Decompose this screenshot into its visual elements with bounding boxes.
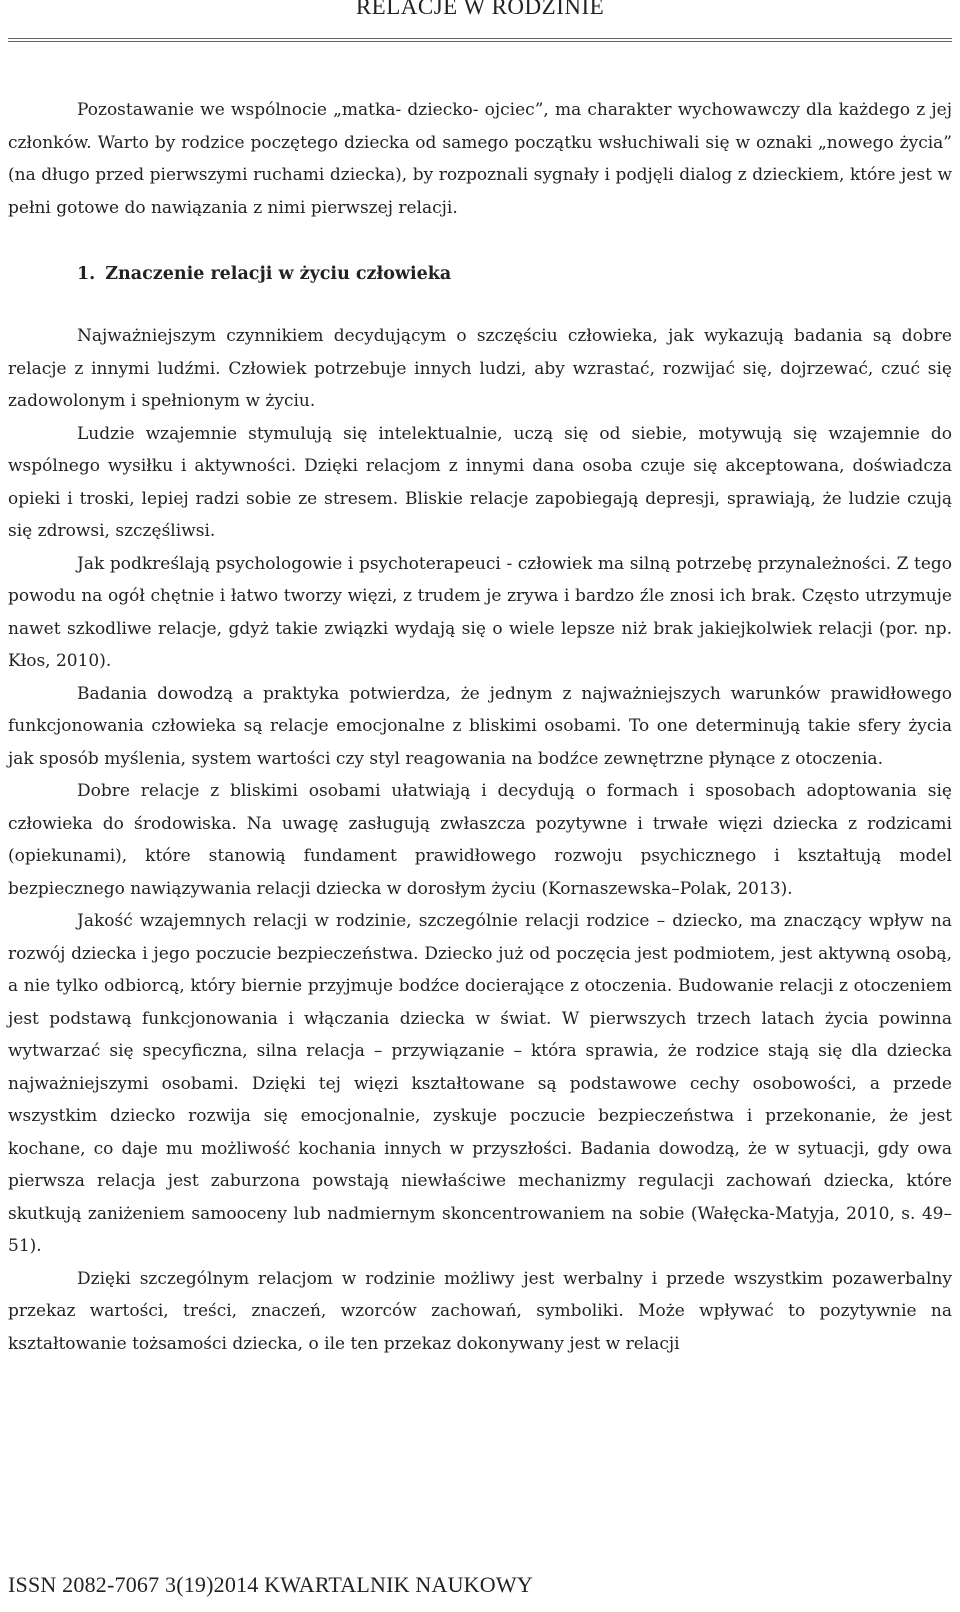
body-paragraph: Jakość wzajemnych relacji w rodzinie, szczególnie relacji rodzice – dziecko, ma znaczący wpływ na rozwój dziecka i jego poczucie bezpieczeństwa. Dziecko już od poczęcia jest podmiotem, jest aktywną osobą, a nie tylko odbiorcą, który biernie przyjmuje bodźce docierające z otoczenia. Budowanie relacji z otoczeniem jest podstawą funkcjonowania i włączania dziecka w świat. W pierwszych trzech latach życia powinna wytwarzać się specyficzna, silna relacja – przywiązanie – która sprawia, że rodzice stają się dla dziecka najważniejszymi osobami. Dzięki tej więzi kształtowane są podstawowe cechy osobowości, a przede wszystkim dziecko rozwija się emocjonalnie, zyskuje poczucie bezpieczeństwa i przekonanie, że jest kochane, co daje mu możliwość kochania innych w przyszłości. Badania dowodzą, że w sytuacji, gdy owa pierwsza relacja jest zaburzona powstają niewłaściwe mechanizmy regulacji zachowań dziecka, które skutkują zaniżeniem samooceny lub nadmiernym skoncentrowaniem na sobie (Wałęcka-Matyja, 2010, s. 49–51).	[8, 911, 952, 1256]
header-rule	[8, 38, 952, 42]
body-paragraph: Dzięki szczególnym relacjom w rodzinie możliwy jest werbalny i przede wszystkim pozawerbalny przekaz wartości, treści, znaczeń, wzorców zachowań, symboliki. Może wpływać to pozytywnie na kształtowanie tożsamości dziecka, o ile ten przekaz dokonywany jest w relacji	[8, 1268, 952, 1354]
body-paragraph: Najważniejszym czynnikiem decydującym o szczęściu człowieka, jak wykazują badania są dobre relacje z innymi ludźmi. Człowiek potrzebuje innych ludzi, aby wzrastać, rozwijać się, dojrzewać, czuć się zadowolonym i spełnionym w życiu.	[8, 326, 952, 411]
intro-paragraph: Pozostawanie we wspólnocie „matka- dziecko- ojciec”, ma charakter wychowawczy dla każdego z jej członków. Warto by rodzice poczętego dziecka od samego początku wsłuchiwali się w oznaki „nowego życia” (na długo przed pierwszymi ruchami dziecka), by rozpoznali sygnały i podjęli dialog z dzieckiem, które jest w pełni gotowe do nawiązania z nimi pierwszej relacji.	[8, 100, 952, 218]
section-title: Znaczenie relacji w życiu człowieka	[105, 264, 452, 284]
body-paragraph: Dobre relacje z bliskimi osobami ułatwiają i decydują o formach i sposobach adoptowania się człowieka do środowiska. Na uwagę zasługują zwłaszcza pozytywne i trwałe więzi dziecka z rodzicami (opiekunami), które stanowią fundament prawidłowego rozwoju psychicznego i kształtują model bezpiecznego nawiązywania relacji dziecka w dorosłym życiu (Kornaszewska–Polak, 2013).	[8, 781, 952, 899]
body-paragraph: Ludzie wzajemnie stymulują się intelektualnie, uczą się od siebie, motywują się wzajemnie do wspólnego wysiłku i aktywności. Dzięki relacjom z innymi dana osoba czuje się akceptowana, doświadcza opieki i troski, lepiej radzi sobie ze stresem. Bliskie relacje zapobiegają depresji, sprawiają, że ludzie czują się zdrowsi, szczęśliwsi.	[8, 423, 952, 541]
section-number: 1.	[77, 264, 96, 284]
running-header: RELACJE W RODZINIE	[355, 0, 605, 19]
article-body	[8, 94, 952, 1360]
journal-footer: ISSN 2082-7067 3(19)2014 KWARTALNIK NAUKOWY	[8, 1572, 533, 1597]
section-heading	[8, 258, 952, 290]
body-paragraph: Jak podkreślają psychologowie i psychoterapeuci - człowiek ma silną potrzebę przynależności. Z tego powodu na ogół chętnie i łatwo tworzy więzi, z trudem je zrywa i bardzo źle znosi ich brak. Często utrzymuje nawet szkodliwe relacje, gdyż takie związki wydają się o wiele lepsze niż brak jakiejkolwiek relacji (por. np. Kłos, 2010).	[8, 553, 952, 671]
body-paragraph: Badania dowodzą a praktyka potwierdza, że jednym z najważniejszych warunków prawidłowego funkcjonowania człowieka są relacje emocjonalne z bliskimi osobami. To one determinują takie sfery życia jak sposób myślenia, system wartości czy styl reagowania na bodźce zewnętrzne płynące z otoczenia.	[8, 683, 952, 769]
